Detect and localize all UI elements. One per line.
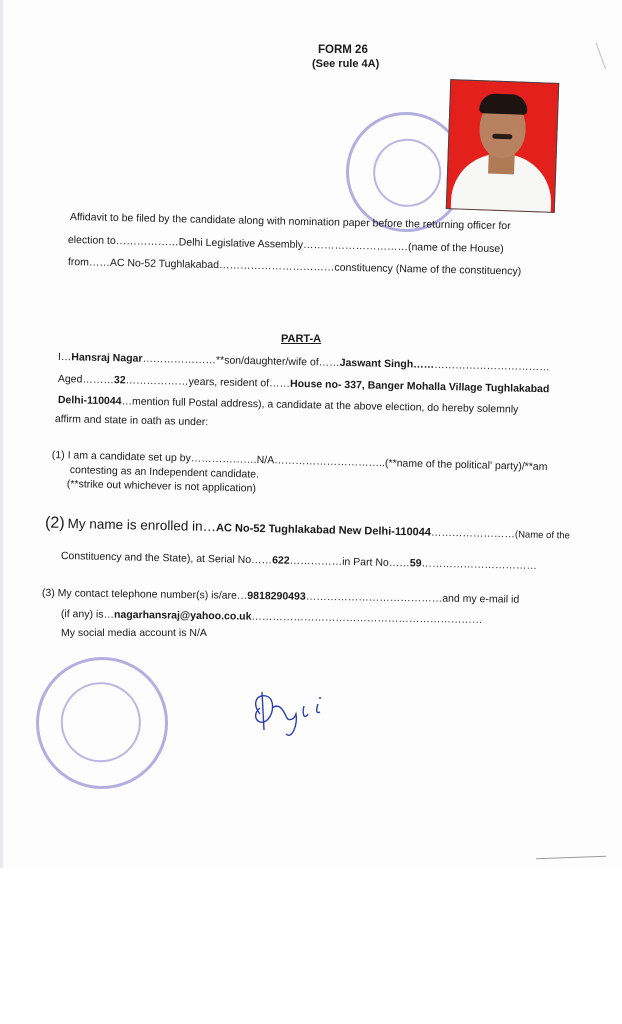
dots: ………………. [190,452,257,467]
part-a-line-4 [55,414,209,428]
dots: ……………… [125,374,189,388]
dots: …………………………… [421,557,538,572]
intro-line-3 [68,257,522,277]
candidate-age: 32 [113,374,126,387]
part-a-heading: PART-A [281,333,322,345]
item-2-line-1 [45,515,570,544]
item-3-text-a: My contact telephone number(s) is/are… [57,587,248,602]
scan-artifact [536,856,606,859]
address-line-1: House no- 337, Banger Mohalla Village Tughlakabad [289,377,550,396]
signature-stroke [262,692,264,730]
item-1-number: (1) [51,449,65,462]
dots: …………………………… [434,358,550,374]
photo-hair [479,93,528,115]
intro-text-3c: constituency (Name of the constituency) [334,261,522,278]
dots: ………………………….. [274,454,386,470]
party-name: N/A [256,454,275,467]
dots: ………………………… [302,238,409,254]
dots: …………… [289,554,343,568]
item-1-line-3 [67,479,256,494]
signature-stroke [256,696,273,723]
address-line-2: …mention full Postal address), a candidate at the above election, do hereby solemnly [121,395,519,416]
dots: ………………………………… [305,590,443,605]
aged-label: Aged……… [57,373,115,387]
dots: ………………… [142,352,217,367]
social-media-text: My social media account is N/A [61,627,207,639]
item-2-text-c: (Name of the [514,529,570,542]
signature-dot [319,697,321,699]
part-number: 59 [409,557,422,570]
intro-text-1: Affidavit to be filed by the candidate along with nomination paper before the returning officer for [69,211,511,233]
part-a-line-1 [58,352,550,373]
signature-stroke [317,704,320,713]
email-address: nagarhansraj@yahoo.co.uk [113,608,252,623]
item-3-line-1 [42,588,519,605]
dots: ……………… [115,235,179,249]
house-name: Delhi Legislative Assembly [178,236,304,251]
intro-text-2c: (name of the House) [407,241,504,256]
scan-edge [0,0,3,870]
enrolled-constituency: AC No-52 Tughlakabad New Delhi-110044 [215,522,432,539]
dots: …………………………… [218,259,335,274]
father-name: Jaswant Singh…… [339,356,435,371]
dots: …………………… [430,526,516,541]
item-3-text-2a: (if any) is… [60,608,115,621]
address-pincode: Delhi-110044 [57,394,122,408]
item-3-line-2 [61,609,483,625]
notary-stamp-bottom [24,645,181,802]
resident-label: years, resident of…… [188,375,291,390]
dots: ………………………………………………………… [251,610,483,626]
item-2-text-2b: in Part No…… [342,555,410,570]
scan-artifact [596,39,618,70]
intro-line-2 [68,235,504,255]
signature-stroke [303,706,308,716]
item-1-text-a: I am a candidate set up by [67,449,191,465]
candidate-name: Hansraj Nagar [71,351,143,365]
signature [246,684,336,740]
signature-stroke [272,706,296,735]
item-3-number: (3) [41,587,55,600]
item-3-text-b: and my e-mail id [442,592,520,606]
affirm-text: affirm and state in oath as under: [54,413,209,429]
part-a-line-3 [58,395,519,415]
form-subtitle: (See rule 4A) [312,58,380,70]
photo-moustache [492,134,512,140]
stamp-inner-ring [53,675,148,770]
relation-label: **son/daughter/wife of…… [215,354,340,369]
item-2-number: (2) [44,514,65,532]
item-2-line-2 [61,551,537,571]
candidate-photo [446,79,559,213]
page-margin [0,868,622,1024]
part-a-line-2 [58,374,550,395]
item-2-text-a: My name is enrolled in… [67,515,217,535]
name-prefix: I… [57,351,72,364]
phone-number: 9818290493 [247,589,306,603]
item-1-text-c: (**name of the political' party)/**am [384,457,548,474]
item-3-line-3 [61,628,207,639]
item-2-text-2a: Constituency and the State), at Serial No…… [60,550,273,567]
item-1-text-3: (**strike out whichever is not application) [66,478,257,495]
intro-text-3a: from…… [67,256,111,269]
constituency-name: AC No-52 Tughlakabad [109,256,220,272]
item-1-text-2: contesting as an Independent candidate. [69,464,260,481]
serial-number: 622 [272,554,290,567]
stamp-inner-ring [368,133,447,212]
form-title: FORM 26 [318,44,368,56]
intro-text-2a: election to [67,234,116,248]
